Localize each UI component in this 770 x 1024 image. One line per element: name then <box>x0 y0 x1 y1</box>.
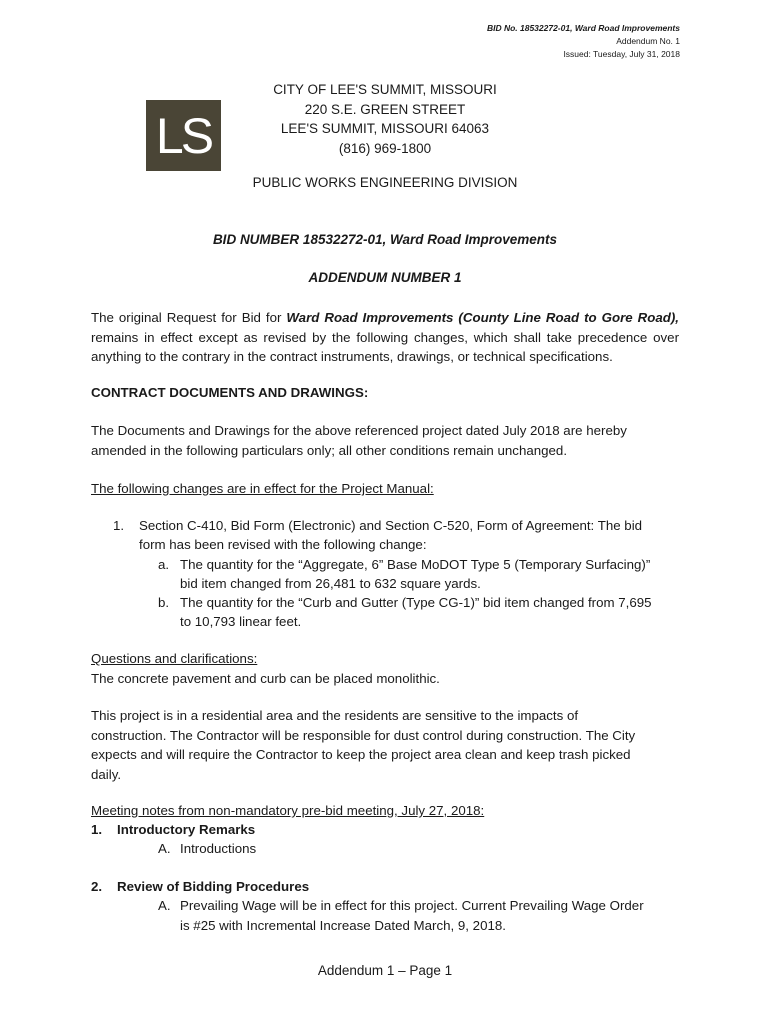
change-item-line-2: form has been revised with the following change: <box>139 537 427 553</box>
residential-line-4: daily. <box>91 766 122 782</box>
changes-heading-wrap <box>91 479 679 499</box>
changes-heading: The following changes are in effect for the Project Manual: <box>91 481 434 496</box>
residential-paragraph <box>91 706 679 784</box>
logo-text: LS <box>155 107 212 164</box>
meeting-item-title: Introductory Remarks <box>117 822 256 837</box>
questions-heading: Questions and clarifications: <box>91 651 258 666</box>
change-subitem-b <box>158 593 673 632</box>
residential-line-3: expects and will require the Contractor to keep the project area clean and keep trash picked <box>91 747 631 762</box>
page-footer: Addendum 1 – Page 1 <box>317 963 453 978</box>
header-addendum-line: Addendum No. 1 <box>616 36 680 46</box>
contract-line-2: amended in the following particulars only; all other conditions remain unchanged. <box>91 442 568 458</box>
contract-line-1: The Documents and Drawings for the above referenced project dated July 2018 are hereby <box>91 423 627 438</box>
subitem-letter: b. <box>158 595 170 611</box>
subitem-a-line-1: The quantity for the “Aggregate, 6” Base MoDOT Type 5 (Temporary Surfacing)” <box>180 556 651 572</box>
meeting-subitem-letter: A. <box>158 841 171 857</box>
questions-line-1: The concrete pavement and curb can be placed monolithic. <box>91 670 440 686</box>
meeting-subitem-line-1: Prevailing Wage will be in effect for this project. Current Prevailing Wage Order <box>180 898 644 914</box>
meeting-subitem-line-2: is #25 with Incremental Increase Dated March, 9, 2018. <box>180 917 506 933</box>
change-item-1 <box>113 516 673 555</box>
meeting-subitem-text: Introductions <box>180 841 257 857</box>
division-name: PUBLIC WORKS ENGINEERING DIVISION <box>252 175 518 190</box>
change-subitem-a <box>158 555 673 594</box>
header-bid-line: BID No. 18532272-01, Ward Road Improvements <box>486 23 680 33</box>
intro-prefix: The original Request for Bid for <box>91 310 287 325</box>
city-address-block <box>0 80 770 158</box>
meeting-item-2 <box>91 877 681 935</box>
change-item-number: 1. <box>113 518 125 533</box>
intro-paragraph <box>91 308 679 367</box>
contract-paragraph <box>91 421 679 460</box>
intro-rest: remains in effect except as revised by the following changes, which shall take precedence over anything to the contrary in the contract instruments, drawings, or technical specifications. <box>91 329 679 364</box>
document-header <box>487 22 680 61</box>
meeting-item-number: 2. <box>91 879 103 894</box>
meeting-item-1 <box>91 820 681 859</box>
bid-number-title: BID NUMBER 18532272-01, Ward Road Improvements <box>212 232 558 247</box>
addendum-title: ADDENDUM NUMBER 1 <box>308 270 462 285</box>
subitem-a-line-2: bid item changed from 26,481 to 632 square yards. <box>180 575 481 591</box>
city-name: CITY OF LEE'S SUMMIT, MISSOURI <box>273 82 497 97</box>
city-state-zip: LEE'S SUMMIT, MISSOURI 64063 <box>280 121 490 136</box>
intro-project-name: Ward Road Improvements (County Line Road to Gore Road), <box>286 310 679 325</box>
city-phone: (816) 969-1800 <box>338 140 432 156</box>
meeting-subitem-letter: A. <box>158 898 171 914</box>
meeting-item-title: Review of Bidding Procedures <box>117 879 310 894</box>
meeting-item-number: 1. <box>91 822 103 837</box>
residential-line-2: construction. The Contractor will be responsible for dust control during construction. The City <box>91 727 636 743</box>
subitem-letter: a. <box>158 556 170 572</box>
changes-list <box>113 516 673 632</box>
change-item-line-1: Section C-410, Bid Form (Electronic) and Section C-520, Form of Agreement: The bid <box>139 518 643 533</box>
contract-heading: CONTRACT DOCUMENTS AND DRAWINGS: <box>91 385 369 400</box>
city-street: 220 S.E. GREEN STREET <box>304 101 466 117</box>
header-issued-line: Issued: Tuesday, July 31, 2018 <box>563 49 680 59</box>
subitem-b-line-1: The quantity for the “Curb and Gutter (Type CG-1)” bid item changed from 7,695 <box>180 595 652 611</box>
subitem-b-line-2: to 10,793 linear feet. <box>180 614 302 630</box>
meeting-heading-wrap <box>91 801 679 821</box>
meeting-heading: Meeting notes from non-mandatory pre-bid meeting, July 27, 2018: <box>91 803 485 818</box>
questions-section <box>91 649 679 688</box>
residential-line-1: This project is in a residential area and the residents are sensitive to the impacts of <box>91 708 579 723</box>
